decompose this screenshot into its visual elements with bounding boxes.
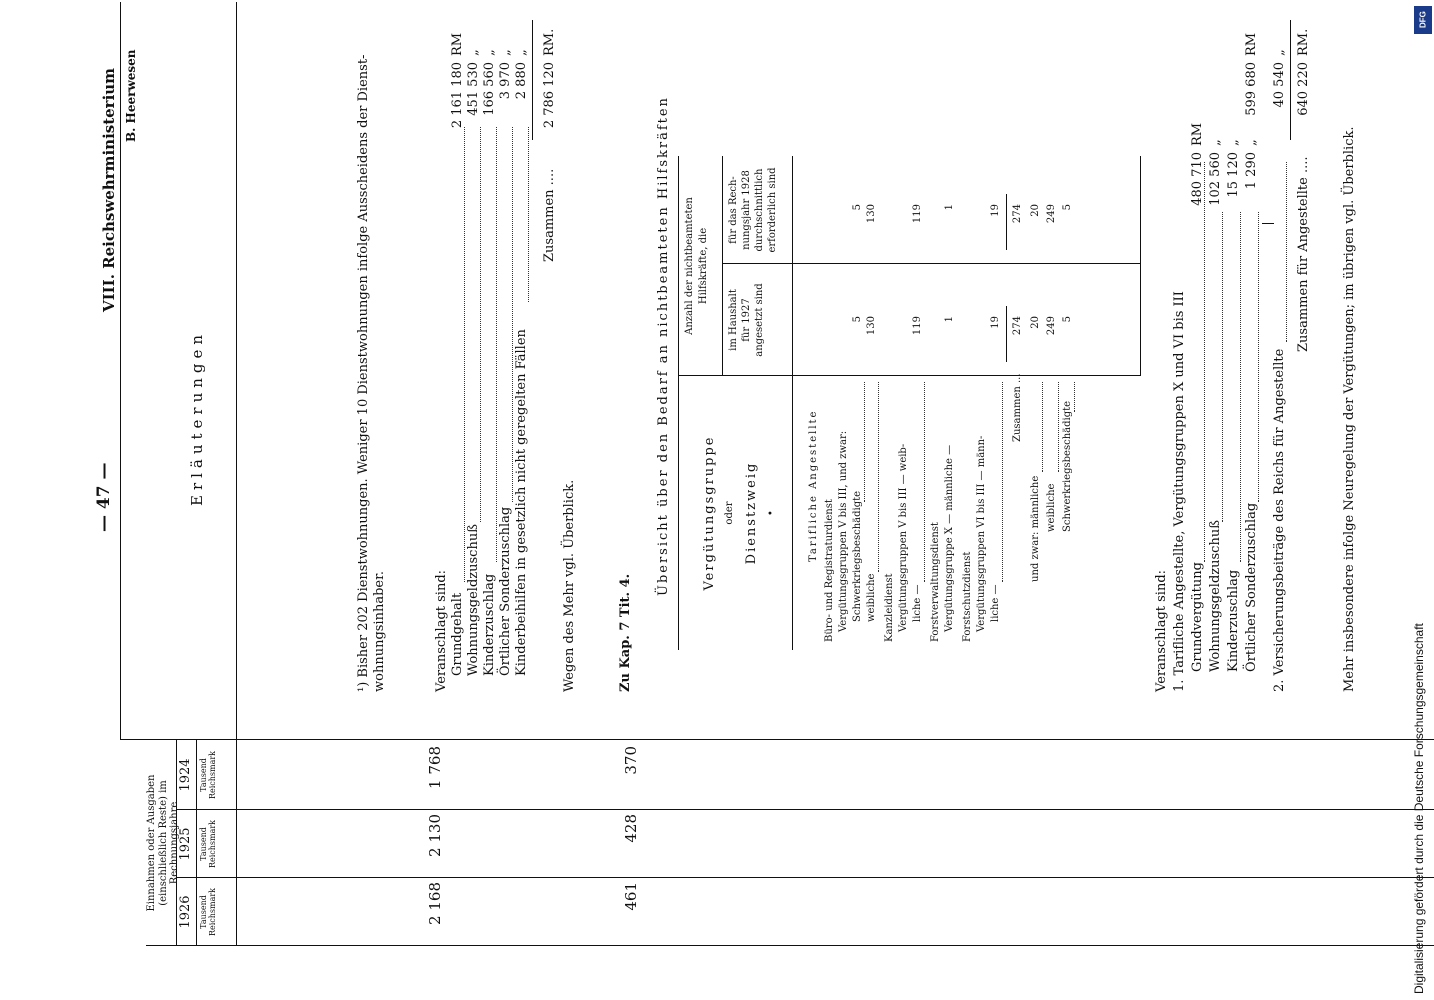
col-group-header-line1: Anzahl der nichtbeamteten bbox=[684, 197, 695, 335]
overview-title: Übersicht über den Bedarf an nichtbeamteten Hilfskräften bbox=[656, 96, 671, 596]
table-row-label: Kanzleidienst bbox=[884, 573, 895, 642]
block2-total-unit: RM. bbox=[1296, 28, 1311, 56]
block2-item1-label: Grundvergütung bbox=[1190, 562, 1205, 672]
table-row-b: 1 bbox=[944, 204, 955, 211]
block1-item-value: 3 970 bbox=[498, 62, 513, 100]
block2-item1-unit: „ bbox=[1226, 139, 1241, 146]
table-row-b: 5 bbox=[1062, 204, 1073, 211]
col-group-header-line2: Hilfskräfte, die bbox=[698, 227, 709, 305]
table-row-a: 5 bbox=[1062, 316, 1073, 323]
block1-intro: Veranschlagt sind: bbox=[434, 569, 449, 692]
table-row-label: weibliche bbox=[1046, 483, 1057, 532]
block1-item-value: 2 161 180 bbox=[450, 62, 465, 129]
col1-header-line3: Dienstzweig bbox=[744, 461, 759, 565]
block1-item-label: Kinderzuschlag bbox=[482, 573, 497, 676]
erlaeuterungen-heading: Erläuterungen bbox=[188, 329, 206, 506]
block1-total-value: 2 786 120 bbox=[542, 62, 557, 129]
dfg-logo: DFG bbox=[1414, 6, 1432, 34]
block1-item-unit: „ bbox=[482, 49, 497, 56]
block2-mehr: Mehr insbesondere infolge Neuregelung der Vergütungen; im übrigen vgl. Überblick. bbox=[1342, 126, 1357, 692]
table-row-label: und zwar: männliche bbox=[1030, 475, 1041, 582]
table-row-b: 249 bbox=[1046, 204, 1057, 224]
table-row-b: 274 bbox=[1012, 204, 1023, 224]
table-row-b: 20 bbox=[1030, 204, 1041, 217]
kap-title: Zu Kap. 7 Tit. 4. bbox=[618, 573, 633, 692]
col2-header-line2: für 1927 bbox=[741, 298, 752, 342]
year-1926: 1926 bbox=[178, 895, 193, 929]
table-row-label: Forstverwaltungsdienst bbox=[930, 522, 941, 642]
rotated-page bbox=[50, 2, 1434, 1000]
block2-item1-value: 480 710 bbox=[1190, 152, 1205, 206]
value-1925-row1: 2 130 bbox=[426, 814, 444, 857]
col1-header-line1: Vergütungsgruppe bbox=[702, 435, 717, 591]
table-row-b: 119 bbox=[912, 204, 923, 224]
block1-item-unit: „ bbox=[514, 49, 529, 56]
table-row-label: Zusammen ... bbox=[1012, 373, 1023, 442]
table-row-a: 130 bbox=[866, 316, 877, 336]
ministry-title: VIII. Reichswehrministerium bbox=[100, 67, 118, 312]
block2-item1-value: 102 560 bbox=[1208, 152, 1223, 206]
table-row-label: liche — bbox=[990, 584, 1001, 622]
value-1924-row1: 1 768 bbox=[426, 746, 444, 789]
block2-item1-label: Örtlicher Sonderzuschlag bbox=[1244, 502, 1259, 672]
col1-header-line2: oder bbox=[724, 501, 735, 525]
block2-total-value: 640 220 bbox=[1296, 62, 1311, 116]
year-1925: 1925 bbox=[178, 827, 193, 861]
block1-item-unit: „ bbox=[466, 49, 481, 56]
block2-item1-total: 599 680 bbox=[1244, 62, 1259, 116]
block1-total-label: Zusammen .... bbox=[542, 168, 557, 262]
block1-total-unit: RM. bbox=[542, 28, 557, 56]
block2-item1-label: Wohnungsgeldzuschuß bbox=[1208, 520, 1223, 672]
table-row-label: Vergütungsgruppen V bis III — weib- bbox=[898, 443, 909, 632]
table-row-b: 5 bbox=[852, 204, 863, 211]
value-1925-row2: 428 bbox=[622, 814, 640, 843]
block1-item-value: 166 560 bbox=[482, 62, 497, 116]
col1-header-bullet: • bbox=[766, 510, 777, 516]
table-row-b: 19 bbox=[990, 204, 1001, 217]
table-row-a: 274 bbox=[1012, 316, 1023, 336]
value-1926-row1: 2 168 bbox=[426, 882, 444, 925]
table-row-label: Vergütungsgruppen V bis III, und zwar: bbox=[838, 430, 849, 632]
section-title: B. Heerwesen bbox=[124, 49, 138, 142]
block2-item2-unit: „ bbox=[1272, 49, 1287, 56]
block1-item-label: Grundgehalt bbox=[450, 592, 465, 676]
table-row-b: 130 bbox=[866, 204, 877, 224]
year-table-header: Einnahmen oder Ausgaben (einschließlich Reste) im Rechnungsjahre bbox=[146, 774, 180, 912]
col3-header-line3: durchschnittlich bbox=[754, 168, 765, 252]
table-row-label: Forstschutzdienst bbox=[962, 551, 973, 642]
block2-intro: Veranschlagt sind: bbox=[1154, 569, 1169, 692]
block2-item2-title: 2. Versicherungsbeiträge des Reichs für Angestellte bbox=[1272, 348, 1287, 692]
digitization-note: Digitalisierung gefördert durch die Deutsche Forschungsgemeinschaft bbox=[1412, 623, 1426, 994]
block1-item-value: 2 880 bbox=[514, 62, 529, 100]
block2-item1-value: 1 290 bbox=[1244, 152, 1259, 190]
table-row-label: Vergütungsgruppe X — männliche — bbox=[944, 444, 955, 632]
table-row-a: 19 bbox=[990, 316, 1001, 329]
unit-1924: Tausend Reichsmark bbox=[199, 750, 217, 800]
block2-item1-label: Kinderzuschlag bbox=[1226, 569, 1241, 672]
year-1924: 1924 bbox=[178, 758, 193, 792]
unit-1925: Tausend Reichsmark bbox=[199, 819, 217, 869]
block2-total-label: Zusammen für Angestellte .... bbox=[1296, 156, 1311, 352]
table-row-a: 249 bbox=[1046, 316, 1057, 336]
unit-1926: Tausend Reichsmark bbox=[199, 887, 217, 937]
table-row-label: Tarifliche Angestellte bbox=[808, 409, 819, 562]
block2-item1-unit: „ bbox=[1244, 139, 1259, 146]
col3-header-line2: nungsjahr 1928 bbox=[741, 170, 752, 250]
table-row-label: Schwerkriegsbeschädigte bbox=[852, 490, 863, 622]
table-row-a: 1 bbox=[944, 316, 955, 323]
table-row-label: Büro- und Registraturdienst bbox=[824, 499, 835, 642]
table-row-label: Schwerkriegsbeschädigte bbox=[1062, 400, 1073, 532]
table-row-label: liche — bbox=[912, 584, 923, 622]
block2-item2-value: 40 540 bbox=[1272, 62, 1287, 108]
table-row-a: 20 bbox=[1030, 316, 1041, 329]
note-line-2: wohnungsinhaber. bbox=[372, 570, 387, 692]
block2-item1-total-unit: RM bbox=[1244, 32, 1259, 56]
col2-header-line1: im Haushalt bbox=[728, 289, 739, 351]
block1-item-unit: RM bbox=[450, 32, 465, 56]
block2-item1-unit: RM bbox=[1190, 122, 1205, 146]
note-line-1: ¹) Bisher 202 Dienstwohnungen. Weniger 10 Dienstwohnungen infolge Ausscheidens der Dienst- bbox=[356, 54, 371, 692]
table-row-a: 119 bbox=[912, 316, 923, 336]
col3-header-line1: für das Rech- bbox=[728, 176, 739, 244]
page-number: — 47 — bbox=[94, 462, 114, 532]
table-row-a: 5 bbox=[852, 316, 863, 323]
block2-item1-value: 15 120 bbox=[1226, 152, 1241, 198]
col3-header-line4: erforderlich sind bbox=[767, 167, 778, 253]
block1-item-label: Örtlicher Sonderzuschlag bbox=[498, 506, 513, 676]
block2-item1-unit: „ bbox=[1208, 139, 1223, 146]
block1-item-label: Kinderbeihilfen in gesetzlich nicht geregelten Fällen bbox=[514, 329, 529, 676]
col2-header-line3: angesetzt sind bbox=[754, 283, 765, 357]
table-row-label: weibliche bbox=[866, 573, 877, 622]
block1-mehr: Wegen des Mehr vgl. Überblick. bbox=[562, 479, 577, 692]
block1-item-label: Wohnungsgeldzuschuß bbox=[466, 524, 481, 676]
block2-item1-title: 1. Tarifliche Angestellte, Vergütungsgruppen X und VI bis III bbox=[1172, 291, 1187, 692]
block1-item-unit: „ bbox=[498, 49, 513, 56]
value-1924-row2: 370 bbox=[622, 746, 640, 775]
table-row-label: Vergütungsgruppen VI bis III — männ- bbox=[976, 435, 987, 632]
block1-item-value: 451 530 bbox=[466, 62, 481, 116]
value-1926-row2: 461 bbox=[622, 882, 640, 911]
